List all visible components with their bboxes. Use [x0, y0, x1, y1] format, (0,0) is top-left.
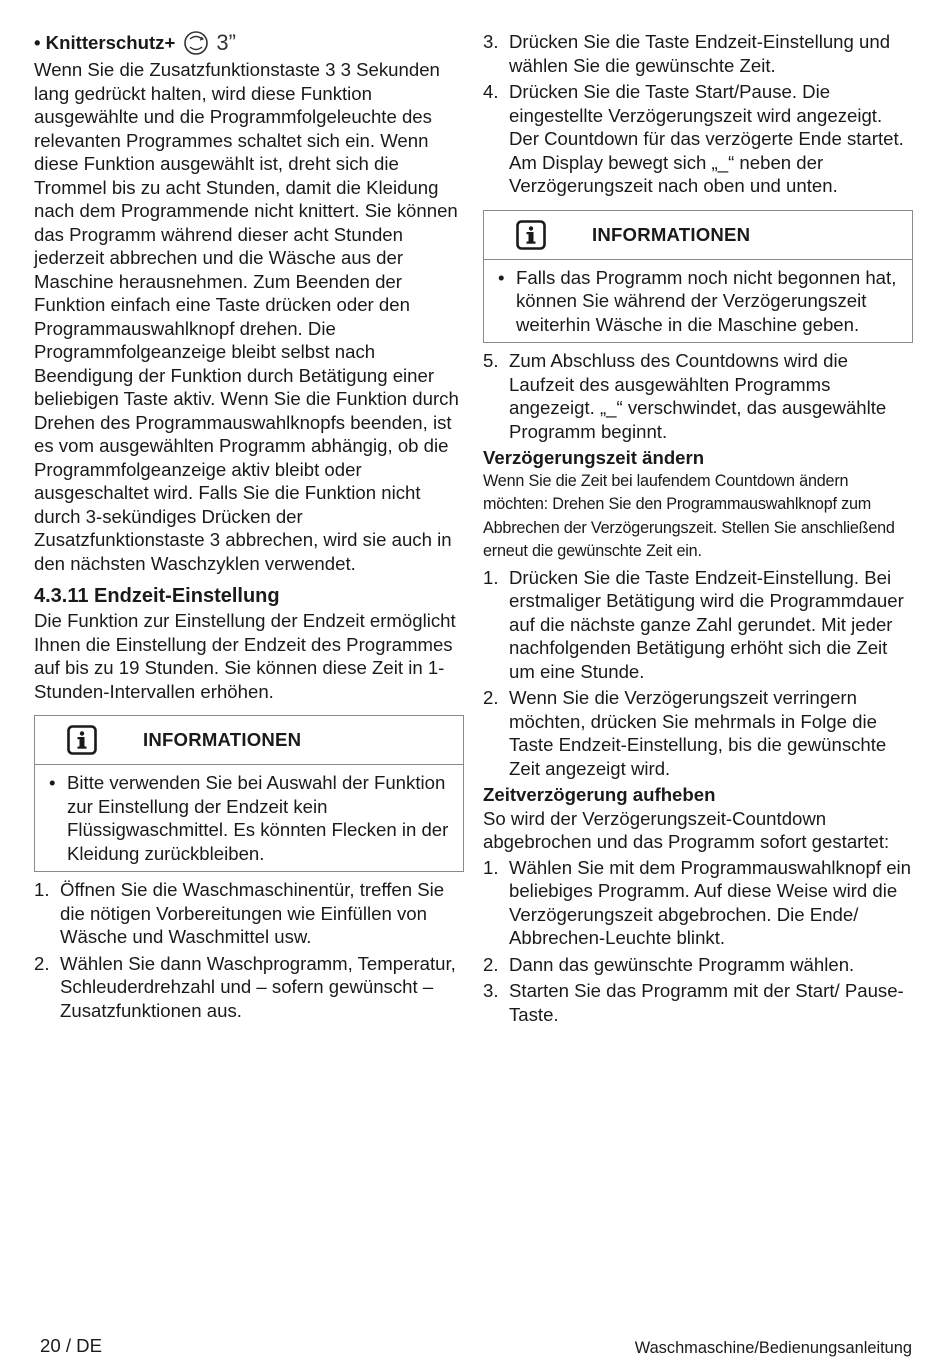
step-text: Drücken Sie die Taste Endzeit-Einstellung. Bei erstmaliger Betätigung wird die Programmdauer auf die nächste ganze Zahl gerundet. Mit jeder nachfolgenden Betätigung erhöht sich die Zeit um eine Stunde. [509, 566, 904, 682]
list-item [483, 80, 913, 198]
step-number: 3. [483, 980, 499, 1001]
info-box-header [35, 716, 463, 765]
anti-crease-seconds: 3” [216, 30, 236, 55]
info-icon [516, 220, 546, 250]
document-title: Waschmaschine/Bedienungsanleitung [634, 1339, 912, 1357]
list-item [483, 979, 913, 1026]
info-box-header [484, 211, 912, 260]
list-item [483, 953, 913, 977]
step-number: 1. [483, 566, 499, 588]
list-item [34, 878, 464, 949]
step-text: Öffnen Sie die Waschmaschinentür, treffen Sie die nötigen Vorbereitungen wie Einfüllen von Wäsche und Waschmittel usw. [60, 879, 445, 947]
cancel-delay-intro: So wird der Verzögerungszeit-Countdown abgebrochen und das Programm sofort gestartet: [483, 807, 890, 852]
info-bullet-text: Bitte verwenden Sie bei Auswahl der Funktion zur Einstellung der Endzeit kein Flüssigwaschmittel. Es könnten Flecken in der Kleidung zurückbleiben. [67, 772, 449, 864]
bullet-dot: • [49, 772, 56, 793]
info-bullet-text: Falls das Programm noch nicht begonnen hat, können Sie während der Verzögerungszeit weiterhin Wäsche in die Maschine geben. [516, 266, 897, 335]
left-column [34, 28, 464, 1025]
step-number: 1. [483, 856, 499, 878]
list-item [483, 686, 913, 780]
steps-list-left [34, 878, 464, 1022]
steps-list-right-a [483, 30, 913, 198]
cancel-delay-heading: Zeitverzögerung aufheben [483, 784, 716, 805]
list-item [483, 30, 913, 77]
step-text: Zum Abschluss des Countdowns wird die Laufzeit des ausgewählten Programms angezeigt. „_“ verschwindet, das ausgewählte Programm beginnt. [509, 350, 887, 442]
change-delay-heading: Verzögerungszeit ändern [483, 447, 705, 468]
info-box-title: INFORMATIONEN [143, 729, 302, 750]
knitterschutz-title-row [34, 28, 464, 58]
section-heading-endzeit: 4.3.11 Endzeit-Einstellung [34, 585, 280, 607]
info-box-body [35, 765, 463, 871]
cancel-steps-list [483, 856, 913, 1027]
change-steps-list [483, 566, 913, 781]
step-text: Dann das gewünschte Programm wählen. [509, 953, 855, 975]
info-box-body [484, 260, 912, 343]
step-text: Wählen Sie dann Waschprogramm, Temperatur, Schleuderdrehzahl und – sofern gewünscht – Zusatzfunktionen aus. [60, 952, 456, 1021]
info-box-left [34, 715, 464, 872]
step-number: 3. [483, 31, 499, 52]
change-delay-intro: Wenn Sie die Zeit bei laufendem Countdown ändern möchten: Drehen Sie den Programmauswahlknopf zum Abbrechen der Verzögerungszeit. Stellen Sie anschließend erneut die gewünschte Zeit ein. [483, 471, 895, 560]
info-icon [67, 725, 97, 755]
step-number: 4. [483, 81, 499, 102]
page-number: 20 / DE [40, 1335, 103, 1356]
step-number: 2. [34, 952, 50, 974]
list-item [483, 566, 913, 684]
step-text: Wählen Sie mit dem Programmauswahlknopf ein beliebiges Programm. Auf diese Weise wird die Verzögerungszeit abgebrochen. Die Ende/ Abbrechen-Leuchte blinkt. [509, 856, 912, 948]
info-bullet [49, 771, 453, 865]
info-bullet [498, 266, 902, 337]
list-item [34, 952, 464, 1023]
right-column [483, 30, 913, 1029]
section-intro-endzeit: Die Funktion zur Einstellung der Endzeit ermöglicht Ihnen die Einstellung der Endzeit des Programmes auf bis zu 19 Stunden. Sie können diese Zeit in 1-Stunden-Intervallen erhöhen. [34, 610, 456, 702]
step-text: Wenn Sie die Verzögerungszeit verringern möchten, drücken Sie mehrmals in Folge die Taste Endzeit-Einstellung, bis die gewünschte Zeit angezeigt wird. [509, 687, 887, 779]
step-number: 2. [483, 953, 499, 975]
bullet-dot: • [498, 266, 505, 288]
info-box-title: INFORMATIONEN [592, 223, 751, 245]
list-item [483, 856, 913, 950]
steps-list-right-b [483, 349, 913, 443]
step-text: Starten Sie das Programm mit der Start/ Pause-Taste. [509, 980, 904, 1025]
step-number: 5. [483, 350, 499, 371]
anti-crease-icon [181, 28, 236, 58]
list-item [483, 349, 913, 443]
knitterschutz-body: Wenn Sie die Zusatzfunktionstaste 3 3 Sekunden lang gedrückt halten, wird diese Funktion ausgewählte und die Programmfolgeleuchte des relevanten Programmes schaltet sich ein. Wenn diese Funktion ausgewählt ist, dreht sich die Trommel bis zu acht Stunden, damit die Kleidung nach dem Programmende nicht knittert. Sie können das Programm während dieser acht Stunden jederzeit abbrechen und die Wäsche aus der Maschine herausnehmen. Zum Beenden der Funktion einfach eine Taste drücken oder den Programmauswahlknopf drehen. Die Programmfolgeanzeige bleibt selbst nach Beendigung der Funktion durch Betätigung einer beliebigen Taste aktiv. Wenn Sie die Funktion durch Drehen des Programmauswahlknopfs beenden, ist es vom ausgewählten Programm abhängig, ob die Programmfolgeanzeige aktiv bleibt oder ausgeschaltet wird. Falls Sie die Funktion nicht durch 3-sekündiges Drücken der Zusatzfunktionstaste 3 abbrechen, wird sie auch in den nächsten Waschzyklen verwendet. [34, 59, 459, 574]
info-box-right [483, 210, 913, 344]
knitterschutz-title: • Knitterschutz+ [34, 32, 176, 53]
step-text: Drücken Sie die Taste Start/Pause. Die eingestellte Verzögerungszeit wird angezeigt. Der Countdown für das verzögerte Ende startet. Am Display bewegt sich „_“ neben der Verzögerungszeit nach oben und unten. [509, 81, 904, 196]
step-text: Drücken Sie die Taste Endzeit-Einstellung und wählen Sie die gewünschte Zeit. [509, 31, 891, 76]
step-number: 1. [34, 879, 50, 900]
step-number: 2. [483, 687, 499, 708]
